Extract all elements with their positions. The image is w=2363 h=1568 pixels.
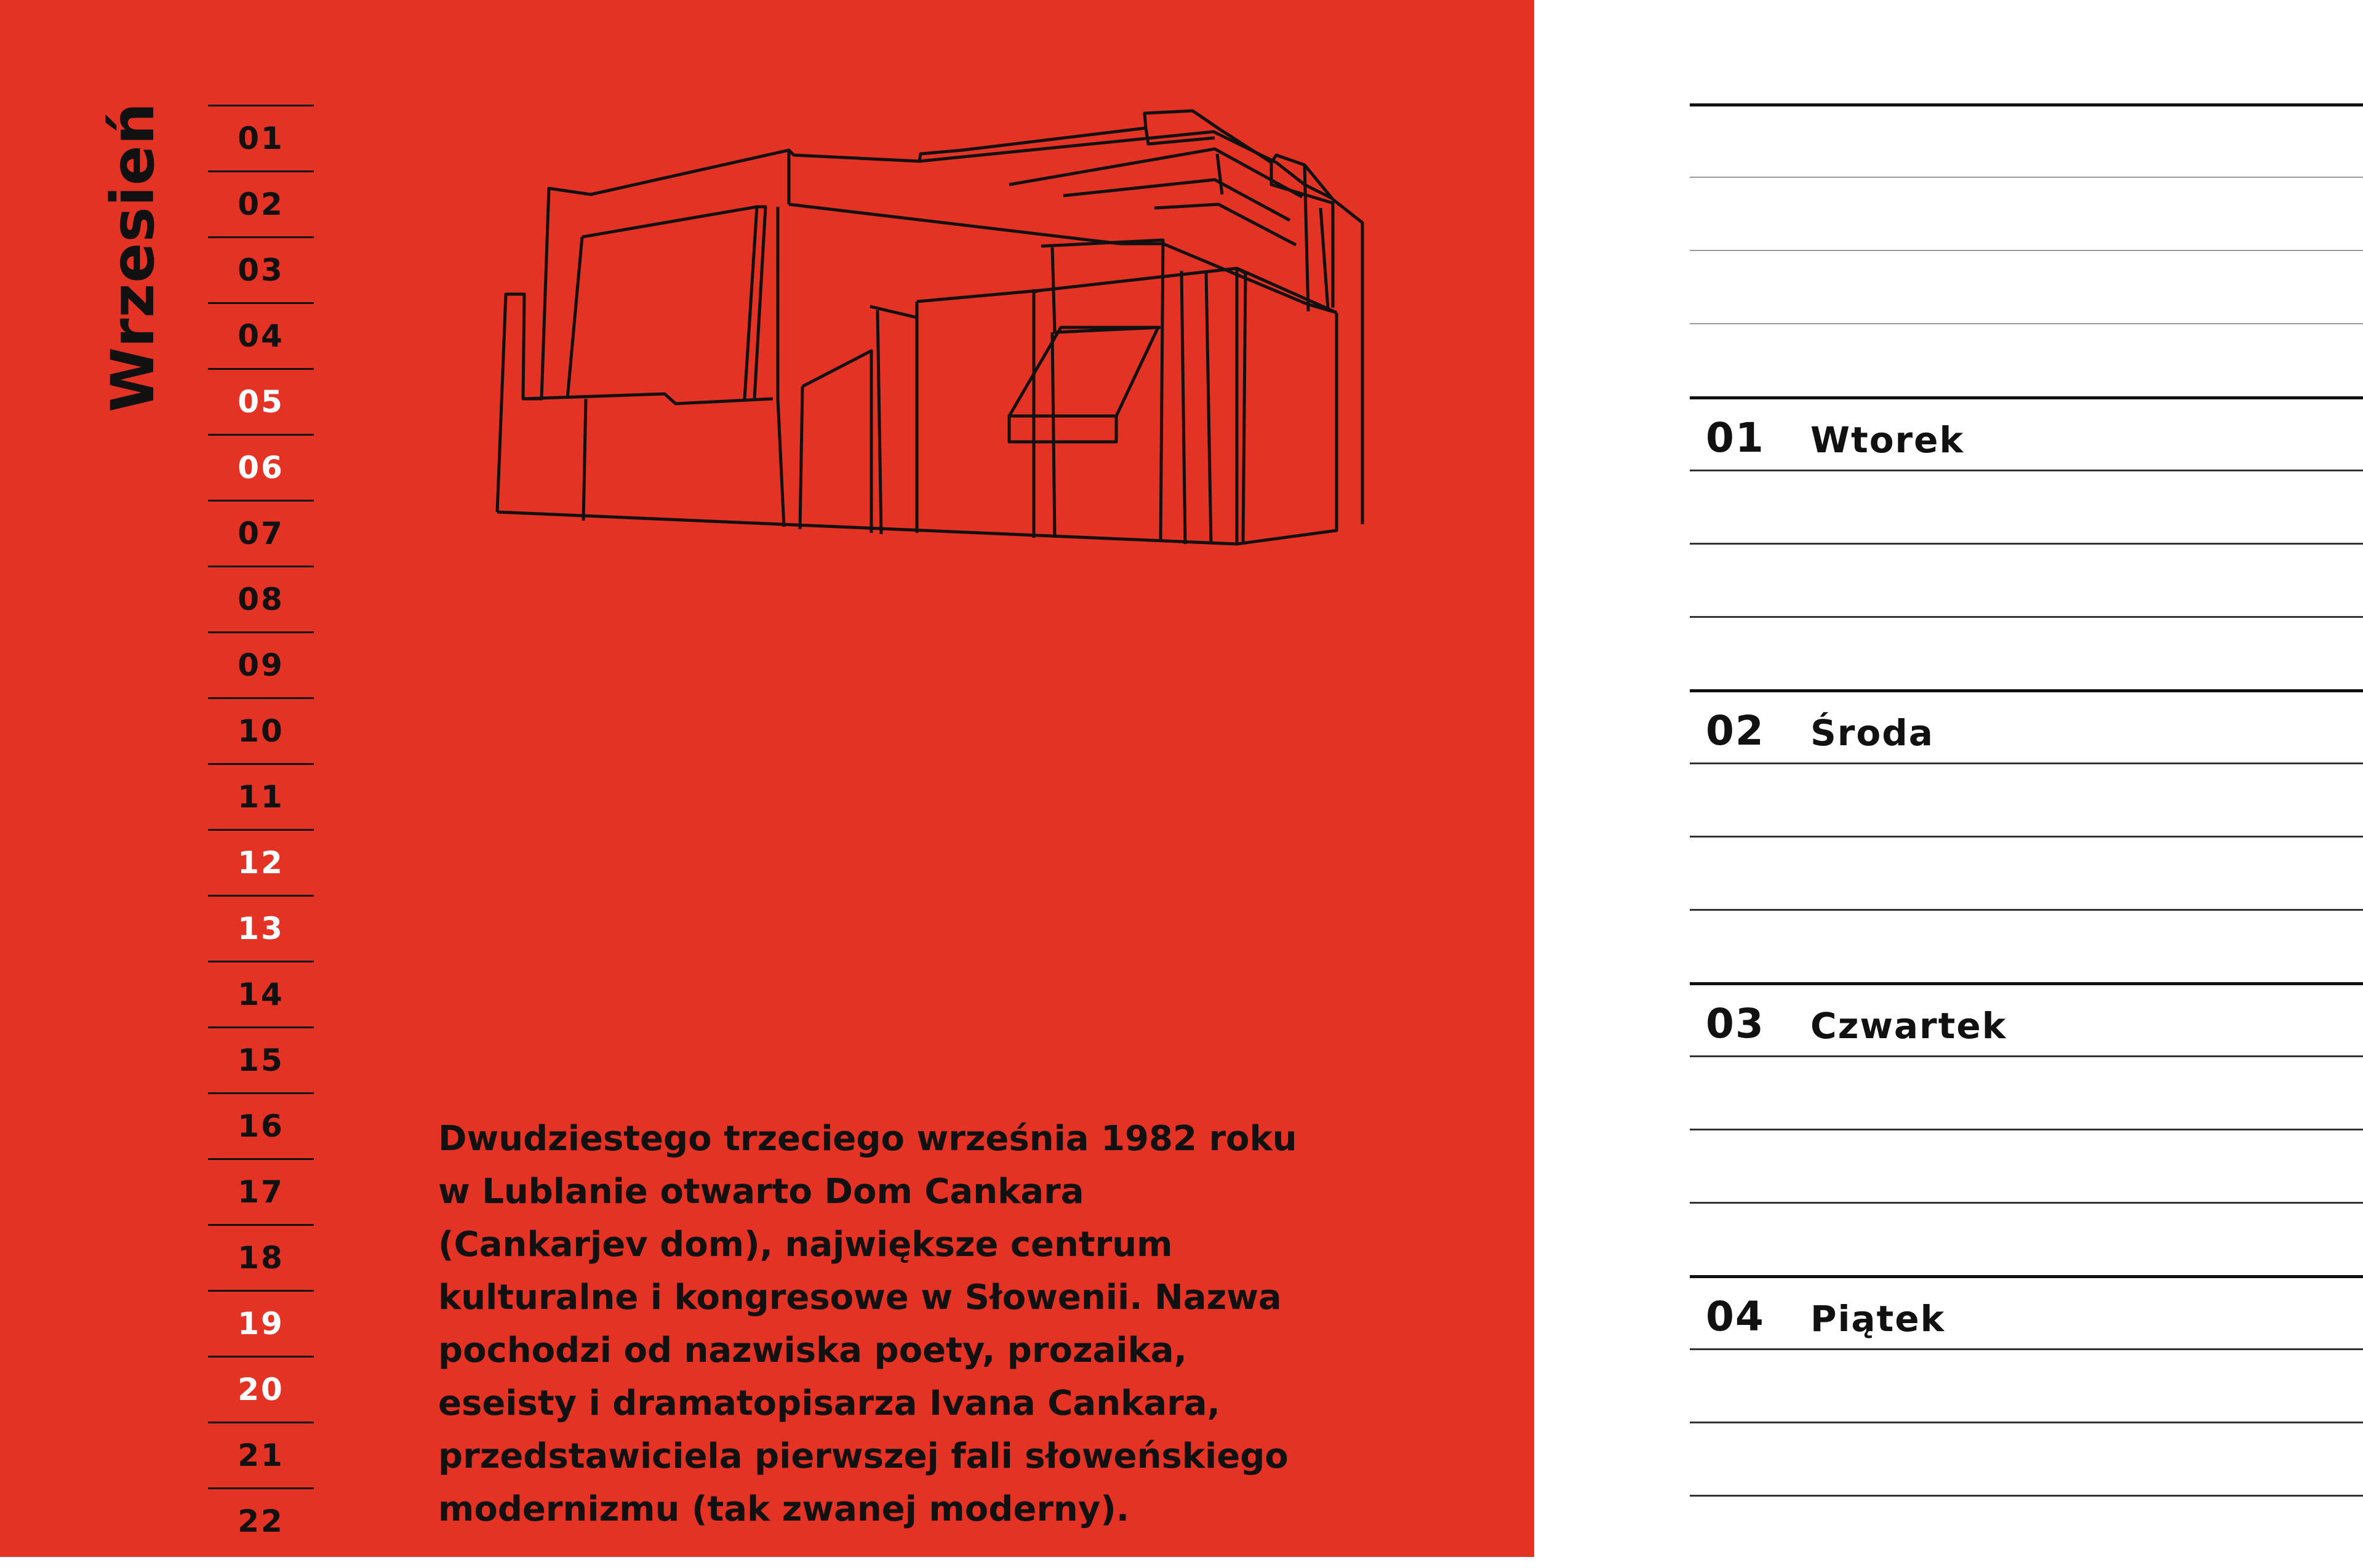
- planner-day-row[interactable]: [1690, 396, 2363, 470]
- description-text: [438, 1113, 1398, 1536]
- description-line: przedstawiciela pierwszej fali słoweńskiego: [438, 1436, 1289, 1476]
- planner-line[interactable]: [1690, 1202, 2363, 1275]
- planner-day-row[interactable]: [1690, 982, 2363, 1055]
- date-item: 19: [208, 1290, 314, 1356]
- description-line: pochodzi od nazwiska poety, prozaika,: [438, 1330, 1187, 1370]
- date-item: 20: [208, 1356, 314, 1422]
- planner-line[interactable]: [1690, 762, 2363, 836]
- date-item: 09: [208, 631, 314, 697]
- date-item: 11: [208, 763, 314, 829]
- day-number: 02: [1706, 707, 1765, 754]
- date-item: 13: [208, 895, 314, 961]
- date-item: 22: [208, 1487, 314, 1553]
- planner-line[interactable]: [1690, 836, 2363, 909]
- date-item: 12: [208, 829, 314, 895]
- date-item: 17: [208, 1158, 314, 1224]
- planner-line[interactable]: [1690, 1422, 2363, 1495]
- planner-line[interactable]: [1690, 543, 2363, 616]
- date-item: 04: [208, 302, 314, 368]
- day-name: Piątek: [1810, 1298, 1946, 1340]
- description-line: w Lublanie otwarto Dom Cankara: [438, 1172, 1084, 1212]
- date-item: 15: [208, 1026, 314, 1092]
- planner-line[interactable]: [1690, 616, 2363, 689]
- date-item: 03: [208, 236, 314, 302]
- date-item: 18: [208, 1224, 314, 1290]
- date-item: 21: [208, 1422, 314, 1487]
- day-name: Wtorek: [1810, 419, 1965, 461]
- date-item: 05: [208, 368, 314, 434]
- description-line: modernizmu (tak zwanej moderny).: [438, 1489, 1130, 1529]
- month-title: Wrzesień: [98, 102, 167, 412]
- date-item: 02: [208, 170, 314, 236]
- planner-line[interactable]: [1690, 470, 2363, 543]
- date-item: 08: [208, 566, 314, 631]
- date-item: 14: [208, 961, 314, 1026]
- description-line: (Cankarjev dom), największe centrum: [438, 1225, 1173, 1265]
- date-item: 16: [208, 1092, 314, 1158]
- description-line: eseisty i dramatopisarza Ivana Cankara,: [438, 1383, 1220, 1423]
- planner-day-row[interactable]: [1690, 1275, 2363, 1348]
- date-item: 06: [208, 434, 314, 500]
- planner: [1690, 103, 2363, 1568]
- building-roof-outline: [497, 111, 1362, 524]
- planner-line[interactable]: [1690, 1348, 2363, 1422]
- date-item: 01: [208, 105, 314, 170]
- planner-line[interactable]: [1690, 103, 2363, 177]
- day-name: Czwartek: [1810, 1005, 2007, 1047]
- planner-line[interactable]: [1690, 909, 2363, 982]
- date-item: 10: [208, 697, 314, 763]
- day-number: 03: [1706, 1000, 1765, 1047]
- planner-line[interactable]: [1690, 323, 2363, 396]
- date-item: 07: [208, 500, 314, 566]
- description-line: kulturalne i kongresowe w Słowenii. Nazwa: [438, 1278, 1282, 1318]
- planner-line[interactable]: [1690, 1129, 2363, 1202]
- day-number: 04: [1706, 1293, 1765, 1340]
- planner-line[interactable]: [1690, 1495, 2363, 1568]
- building-awning: [1009, 327, 1158, 416]
- date-list: [208, 105, 314, 1553]
- building-illustration: [486, 98, 1385, 566]
- planner-line[interactable]: [1690, 250, 2363, 323]
- description-line: Dwudziestego trzeciego września 1982 roku: [438, 1119, 1297, 1159]
- day-name: Środa: [1810, 712, 1934, 754]
- day-number: 01: [1706, 414, 1765, 462]
- planner-day-row[interactable]: [1690, 689, 2363, 762]
- planner-line[interactable]: [1690, 177, 2363, 250]
- planner-line[interactable]: [1690, 1055, 2363, 1129]
